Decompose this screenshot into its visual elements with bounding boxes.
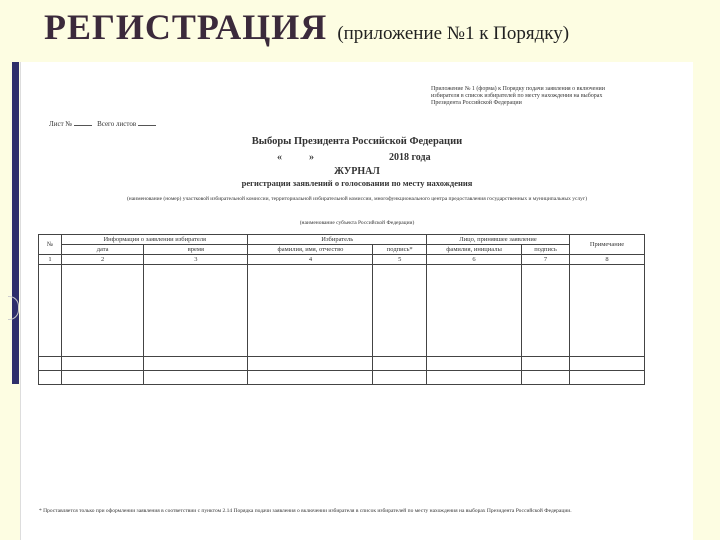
sub-sign2: подпись xyxy=(522,245,570,255)
col-accepted: Лицо, принявшее заявление xyxy=(427,235,570,245)
col-note: Примечание xyxy=(570,235,645,255)
num-cell: 2 xyxy=(62,255,144,265)
table-row xyxy=(39,357,645,371)
registration-table xyxy=(38,234,645,385)
total-sheets-label: Всего листов xyxy=(97,120,137,128)
num-cell: 3 xyxy=(144,255,248,265)
sheet-line xyxy=(74,125,92,126)
appendix-note: Приложение № 1 (форма) к Порядку подачи заявления о включении избирателя в список избирателей по месту нахождения на выборах Президента Российской Федерации xyxy=(431,86,605,106)
year-label: 2018 года xyxy=(389,152,431,163)
num-cell: 1 xyxy=(39,255,62,265)
sheet-counter xyxy=(49,120,156,128)
commission-caption: (наименование (номер) участковой избирательной комиссии, территориальной избирательной комиссии, многофункционального центра предоставления государственных и муниципальных услуг) xyxy=(126,196,588,202)
document-image xyxy=(20,62,693,540)
footnote: * Проставляется только при оформлении заявления в соответствии с пунктом 2.14 Порядка подачи заявления о включении избирателя в список избирателей по месту нахождения на выборах Президента Российской Федерации. xyxy=(39,508,572,514)
election-title: Выборы Президента Российской Федерации xyxy=(251,136,463,147)
sub-surname: фамилия, инициалы xyxy=(427,245,522,255)
sub-date: дата xyxy=(62,245,144,255)
left-accent-bar xyxy=(12,62,19,384)
subject-caption: (наименование субъекта Российской Федерации) xyxy=(299,220,415,226)
col-number: № xyxy=(39,235,62,255)
quote-close: » xyxy=(309,152,314,163)
table-row xyxy=(39,371,645,385)
table-header-row xyxy=(39,235,645,245)
num-cell: 6 xyxy=(427,255,522,265)
quote-open: « xyxy=(277,152,282,163)
sheet-label: Лист № xyxy=(49,120,73,128)
num-cell: 5 xyxy=(373,255,427,265)
num-cell: 8 xyxy=(570,255,645,265)
table-subheader-row xyxy=(39,245,645,255)
sub-signature: подпись* xyxy=(373,245,427,255)
sub-time: время xyxy=(144,245,248,255)
col-voter: Избиратель xyxy=(248,235,427,245)
total-line xyxy=(138,125,156,126)
slide-heading xyxy=(44,6,569,48)
slide-subtitle: (приложение №1 к Порядку) xyxy=(337,23,570,44)
table-number-row xyxy=(39,255,645,265)
num-cell: 4 xyxy=(248,255,373,265)
num-cell: 7 xyxy=(522,255,570,265)
sub-fio: фамилия, имя, отчество xyxy=(248,245,373,255)
journal-subtitle: регистрации заявлений о голосовании по месту нахождения xyxy=(241,178,473,188)
date-line xyxy=(277,152,537,163)
journal-title: ЖУРНАЛ xyxy=(334,166,380,177)
table-row xyxy=(39,265,645,357)
slide-title: РЕГИСТРАЦИЯ xyxy=(44,7,328,47)
col-info: Информация о заявлении избирателя xyxy=(62,235,248,245)
